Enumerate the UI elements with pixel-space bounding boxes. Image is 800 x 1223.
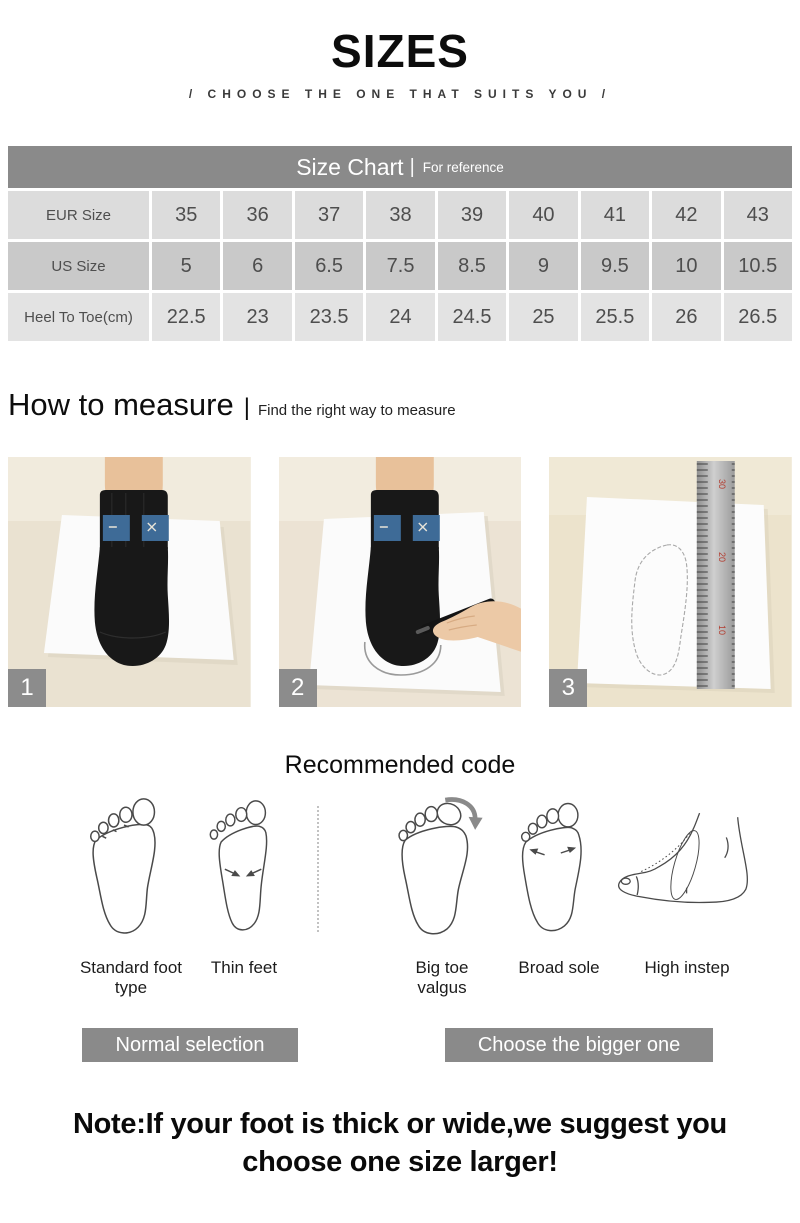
header: [0, 0, 800, 101]
how-to-measure-title: How to measure: [8, 387, 234, 422]
table-cell: 22.5: [152, 293, 220, 341]
step-number-badge: 2: [279, 669, 317, 707]
step-photo-measure-ruler: [549, 457, 792, 707]
separator-bar: |: [409, 155, 415, 178]
table-cell: 25.5: [581, 293, 649, 341]
figure-high-instep: [617, 792, 757, 998]
table-cell: 26.5: [724, 293, 792, 341]
table-cell: 23: [223, 293, 291, 341]
step-photo-stand-on-paper: [8, 457, 251, 707]
table-cell: 41: [581, 191, 649, 239]
separator-bar: |: [243, 394, 250, 421]
figure-big-toe-valgus: [383, 792, 501, 998]
size-chart-note: For reference: [422, 159, 504, 175]
measure-steps: [8, 457, 792, 707]
table-cell: 8.5: [438, 242, 506, 290]
svg-text:10: 10: [717, 625, 728, 636]
table-cell: 38: [366, 191, 434, 239]
row-header-us: US Size: [8, 242, 149, 290]
svg-text:30: 30: [717, 479, 728, 490]
size-note: [0, 1106, 800, 1181]
bigger-selection-group: [383, 792, 757, 998]
page-tagline: / CHOOSE THE ONE THAT SUITS YOU /: [188, 87, 612, 101]
high-instep-icon: [612, 809, 762, 934]
size-chart: [8, 146, 792, 341]
row-header-heel-toe: Heel To Toe(cm): [8, 293, 149, 341]
normal-selection-button[interactable]: Normal selection: [82, 1028, 298, 1062]
size-chart-title: Size Chart: [296, 153, 404, 180]
step-number-badge: 1: [8, 669, 46, 707]
table-cell: 40: [509, 191, 577, 239]
size-note-line2: choose one size larger!: [242, 1145, 558, 1178]
step-number-badge: 3: [549, 669, 587, 707]
table-cell: 35: [152, 191, 220, 239]
thin-feet-icon: [203, 796, 285, 946]
table-cell: 36: [223, 191, 291, 239]
step-photo-trace-outline: [279, 457, 522, 707]
size-note-line1: Note:If your foot is thick or wide,we suggest you: [73, 1108, 727, 1140]
foot-type-label: High instep: [644, 958, 730, 977]
svg-text:20: 20: [717, 552, 728, 563]
how-to-measure-header: [8, 387, 792, 423]
table-cell: 6.5: [295, 242, 363, 290]
foot-type-label: Big toe valgus: [415, 958, 469, 998]
big-toe-valgus-icon: [393, 796, 491, 946]
recommended-title: Recommended code: [284, 751, 516, 779]
table-cell: 25: [509, 293, 577, 341]
table-cell: 37: [295, 191, 363, 239]
normal-selection-group: [70, 792, 296, 998]
recommendation-buttons: [0, 1028, 800, 1062]
foot-type-label: Thin feet: [210, 958, 278, 977]
row-header-eur: EUR Size: [8, 191, 149, 239]
table-cell: 7.5: [366, 242, 434, 290]
table-cell: 6: [223, 242, 291, 290]
table-cell: 10.5: [724, 242, 792, 290]
table-cell: 26: [652, 293, 720, 341]
dotted-divider: [317, 806, 319, 932]
figure-broad-sole: [501, 792, 617, 998]
broad-sole-icon: [514, 796, 604, 946]
how-to-measure-note: Find the right way to measure: [257, 402, 456, 419]
table-cell: 39: [438, 191, 506, 239]
table-cell: 9: [509, 242, 577, 290]
table-cell: 23.5: [295, 293, 363, 341]
table-cell: 5: [152, 242, 220, 290]
table-cell: 24: [366, 293, 434, 341]
table-cell: 9.5: [581, 242, 649, 290]
standard-foot-icon: [84, 796, 179, 946]
table-cell: 42: [652, 191, 720, 239]
figure-standard-foot: [70, 792, 192, 998]
foot-type-diagrams: [0, 792, 800, 1004]
page-title: SIZES: [331, 25, 469, 77]
table-cell: 43: [724, 191, 792, 239]
size-chart-table: [8, 188, 792, 341]
table-cell: 24.5: [438, 293, 506, 341]
size-chart-header: [8, 146, 792, 188]
foot-type-label: Broad sole: [518, 958, 600, 977]
choose-bigger-button[interactable]: Choose the bigger one: [445, 1028, 713, 1062]
table-cell: 10: [652, 242, 720, 290]
figure-thin-feet: [192, 792, 296, 998]
foot-type-label: Standard foot type: [79, 958, 183, 998]
